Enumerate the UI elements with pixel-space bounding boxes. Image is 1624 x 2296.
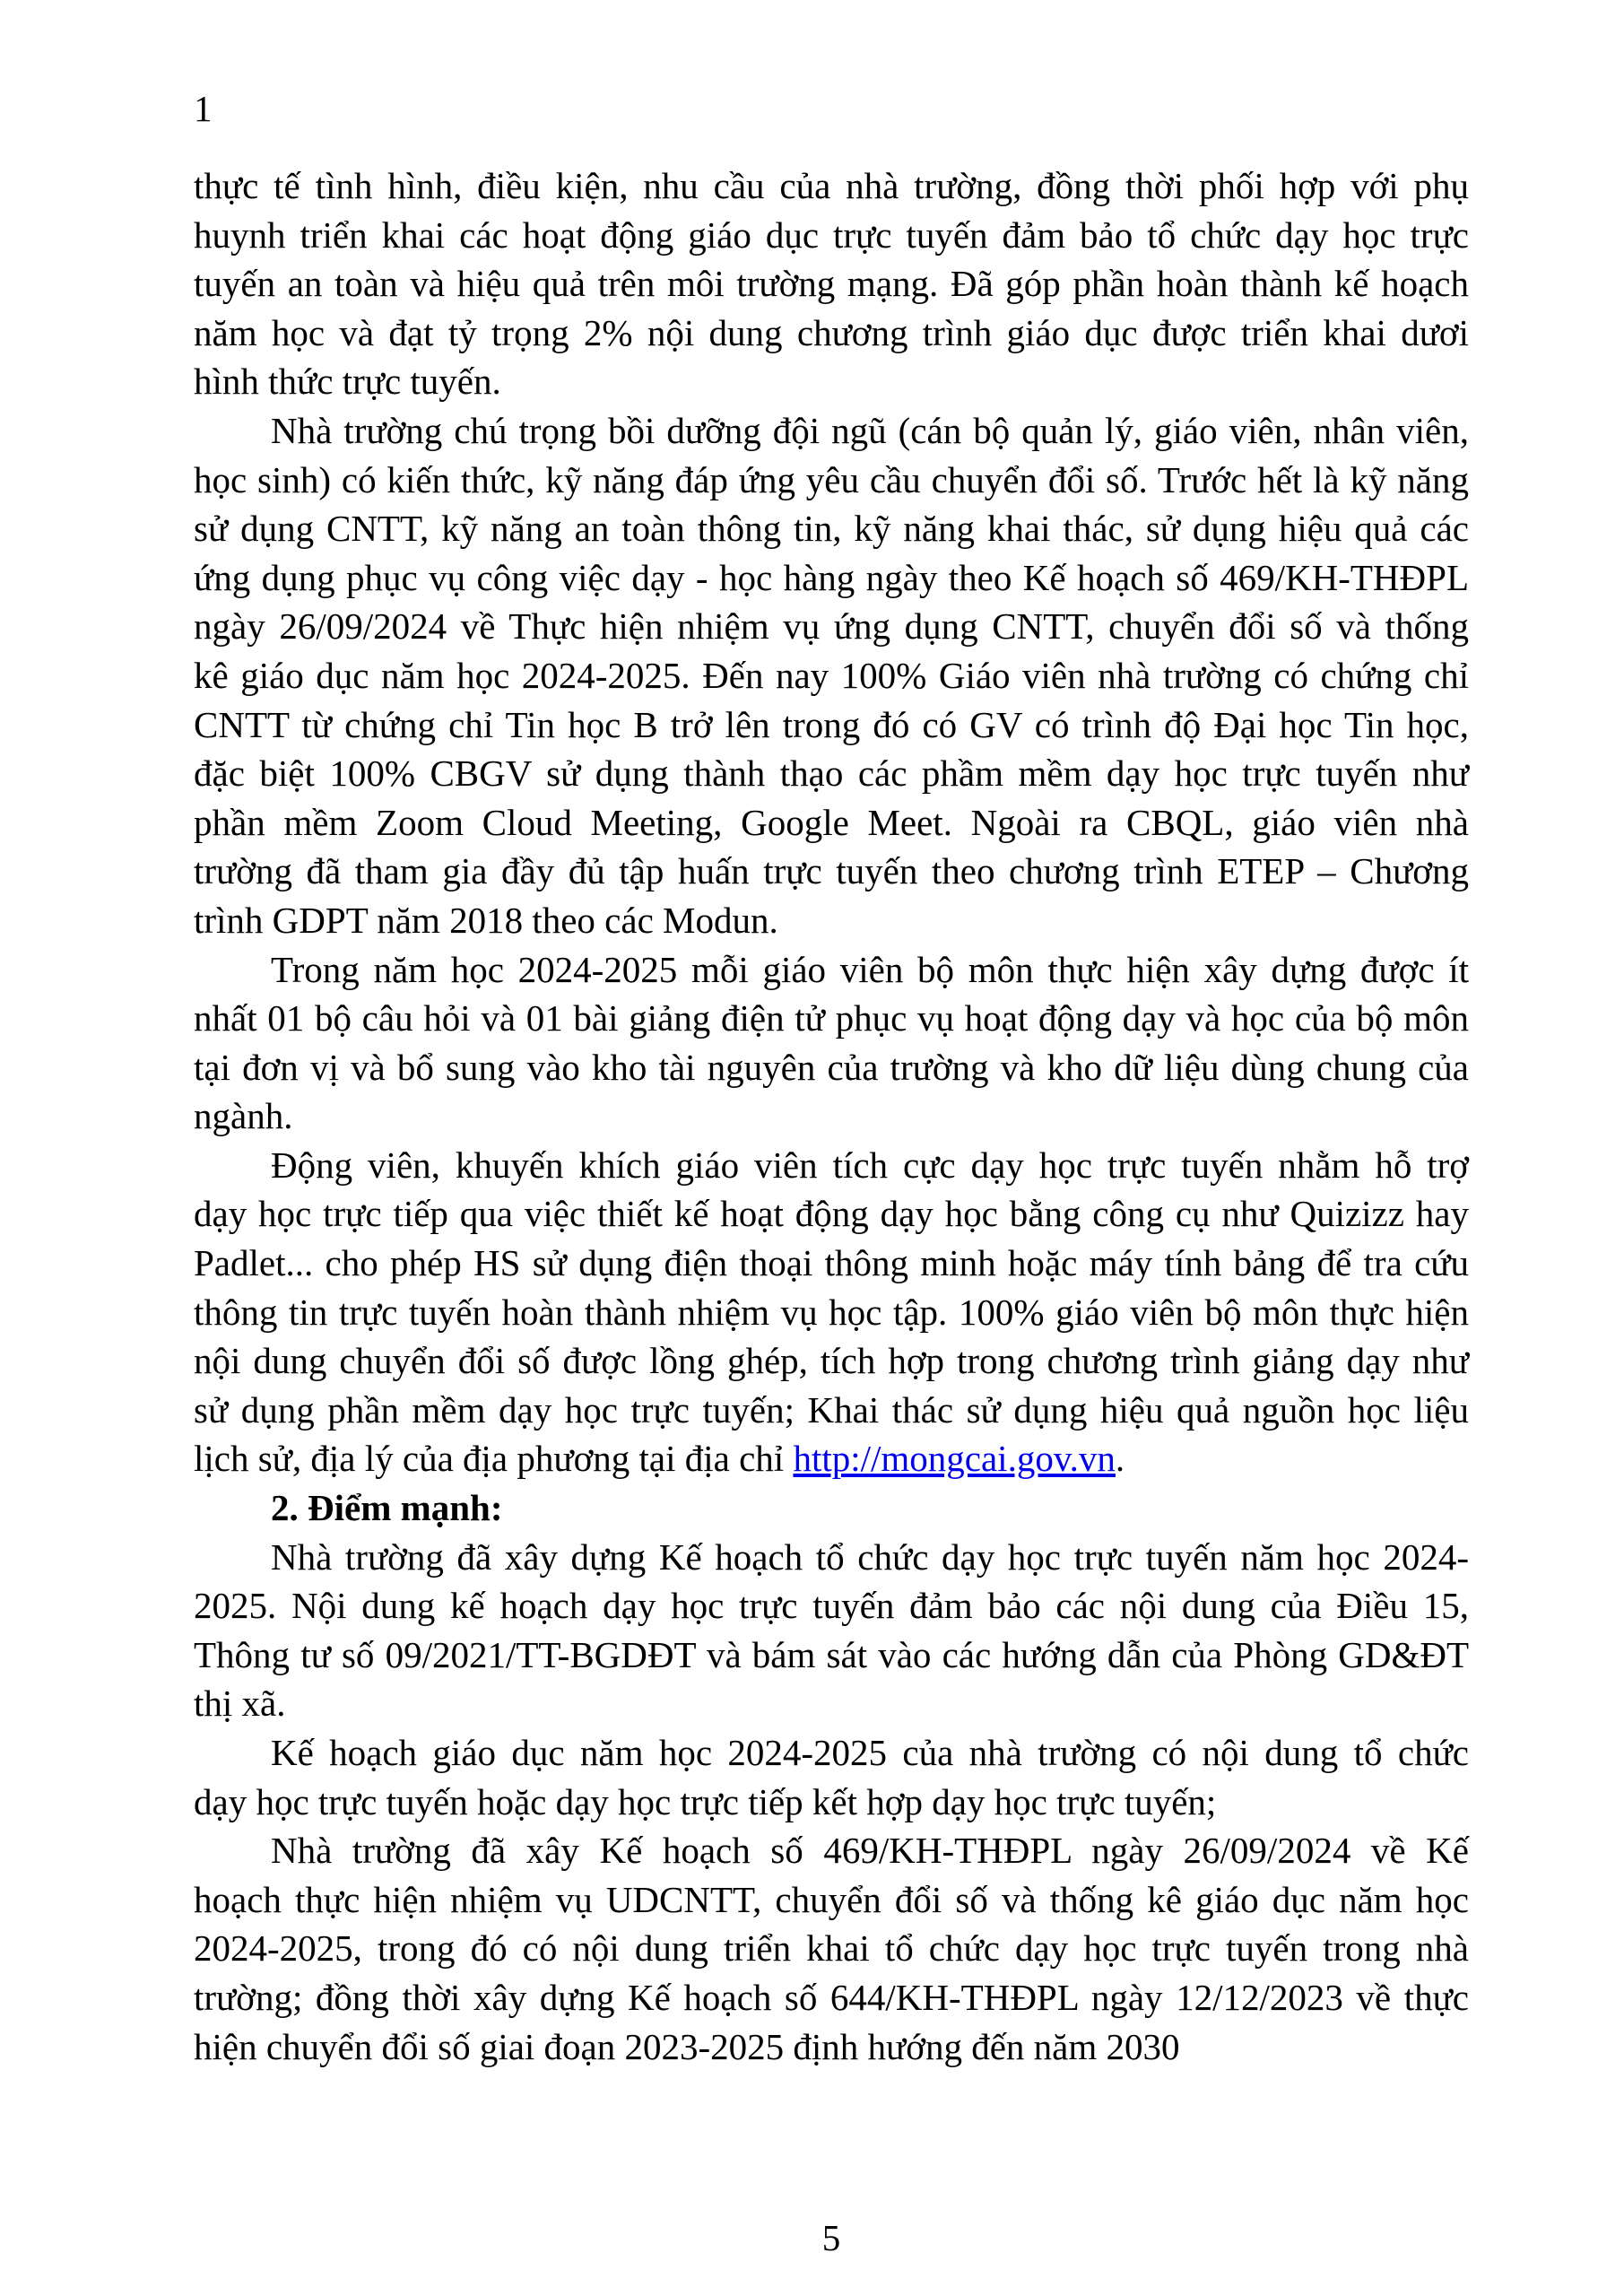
paragraph [194, 1728, 1469, 1826]
text-line: thị xã. [194, 1683, 286, 1725]
text-line: huynh triển khai các hoạt động giáo dục trực tuyến đảm bảo tổ chức dạy học trực [194, 213, 1469, 256]
paragraph [194, 161, 1469, 406]
text-line: sử dụng CNTT, kỹ năng an toàn thông tin, kỹ năng khai thác, sử dụng hiệu quả các [194, 508, 1469, 550]
text-line: Nhà trường đã xây Kế hoạch số 469/KH-THĐPL ngày 26/09/2024 về Kế [271, 1830, 1469, 1872]
text-line: 2025. Nội dung kế hoạch dạy học trực tuyến đảm bảo các nội dung của Điều 15, [194, 1585, 1469, 1627]
text-line: thông tin trực tuyến hoàn thành nhiệm vụ học tập. 100% giáo viên bộ môn thực hiện [194, 1291, 1469, 1333]
text-line: hiện chuyển đổi số giai đoạn 2023-2025 định hướng đến năm 2030 [194, 2025, 1180, 2067]
text-line: tại đơn vị và bổ sung vào kho tài nguyên của trường và kho dữ liệu dùng chung của [194, 1046, 1469, 1088]
text-line: tuyến an toàn và hiệu quả trên môi trường mạng. Đã góp phần hoàn thành kế hoạch [194, 263, 1469, 305]
text-line: ngày 26/09/2024 về Thực hiện nhiệm vụ ứng dụng CNTT, chuyển đổi số và thống [194, 605, 1469, 648]
mongcai-link[interactable]: http://mongcai.gov.vn [793, 1438, 1116, 1480]
text-line: ngành. [194, 1095, 293, 1137]
text-line: phần mềm Zoom Cloud Meeting, Google Meet. Ngoài ra CBQL, giáo viên nhà [194, 801, 1469, 843]
text-line: hình thức trực tuyến. [194, 361, 501, 403]
text-segment: lịch sử, địa lý của địa phương tại địa chỉ [194, 1438, 794, 1480]
text-line: kê giáo dục năm học 2024-2025. Đến nay 100% Giáo viên nhà trường có chứng chỉ [194, 654, 1469, 696]
text-line: 2. Điểm mạnh: [271, 1487, 503, 1529]
paragraph [194, 1533, 1469, 1728]
text-segment: . [1115, 1438, 1125, 1480]
text-line [194, 1434, 1469, 1483]
text-line: Động viên, khuyến khích giáo viên tích cực dạy học trực tuyến nhằm hỗ trợ [271, 1144, 1469, 1186]
text-line: đặc biệt 100% CBGV sử dụng thành thạo các phầm mềm dạy học trực tuyến như [194, 752, 1469, 795]
text-line: năm học và đạt tỷ trọng 2% nội dung chương trình giáo dục được triển khai dươi [194, 311, 1469, 353]
text-line: Trong năm học 2024-2025 mỗi giáo viên bộ môn thực hiện xây dựng được ít [271, 948, 1469, 990]
text-line: trình GDPT năm 2018 theo các Modun. [194, 899, 778, 941]
paragraph [194, 1141, 1469, 1483]
text-line: hoạch thực hiện nhiệm vụ UDCNTT, chuyển đổi số và thống kê giáo dục năm học [194, 1878, 1469, 1920]
text-line: sử dụng phần mềm dạy học trực tuyến; Khai thác sử dụng hiệu quả nguồn học liệu [194, 1388, 1469, 1431]
text-line: Kế hoạch giáo dục năm học 2024-2025 của nhà trường có nội dung tổ chức [271, 1732, 1469, 1773]
text-line: Nhà trường đã xây dựng Kế hoạch tổ chức dạy học trực tuyến năm học 2024- [271, 1535, 1469, 1578]
text-line: học sinh) có kiến thức, kỹ năng đáp ứng yêu cầu chuyển đổi số. Trước hết là kỹ năng [194, 458, 1469, 500]
text-line: Thông tư số 09/2021/TT-BGDĐT và bám sát vào các hướng dẫn của Phòng GD&ĐT [194, 1633, 1469, 1675]
page-header-number: 1 [194, 88, 213, 129]
text-line: Padlet... cho phép HS sử dụng điện thoại thông minh hoặc máy tính bảng để tra cứu [194, 1242, 1469, 1284]
paragraph [194, 406, 1469, 945]
text-line: ứng dụng phục vụ công việc dạy - học hàng ngày theo Kế hoạch số 469/KH-THĐPL [194, 556, 1469, 598]
text-line: trường đã tham gia đầy đủ tập huấn trực tuyến theo chương trình ETEP – Chương [194, 850, 1469, 892]
section-heading [194, 1483, 1469, 1533]
paragraph [194, 945, 1469, 1141]
paragraph [194, 1826, 1469, 2071]
text-line: 2024-2025, trong đó có nội dung triển khai tổ chức dạy học trực tuyến trong nhà [194, 1927, 1469, 1970]
text-line: Nhà trường chú trọng bồi dưỡng đội ngũ (cán bộ quản lý, giáo viên, nhân viên, [271, 409, 1469, 451]
document-body [194, 161, 1469, 2071]
text-line: nhất 01 bộ câu hỏi và 01 bài giảng điện tử phục vụ hoạt động dạy và học của bộ môn [194, 997, 1469, 1039]
page-footer-number: 5 [821, 2217, 841, 2258]
text-line: CNTT từ chứng chỉ Tin học B trở lên trong đó có GV có trình độ Đại học Tin học, [194, 703, 1469, 745]
text-line: dạy học trực tiếp qua việc thiết kế hoạt động dạy học bằng công cụ như Quizizz hay [194, 1193, 1469, 1235]
text-line: trường; đồng thời xây dựng Kế hoạch số 644/KH-THĐPL ngày 12/12/2023 về thực [194, 1976, 1469, 2018]
text-line: dạy học trực tuyến hoặc dạy học trực tiếp kết hợp dạy học trực tuyến; [194, 1780, 1217, 1822]
text-line: nội dung chuyển đổi số được lồng ghép, tích hợp trong chương trình giảng dạy như [194, 1340, 1469, 1382]
text-line: thực tế tình hình, điều kiện, nhu cầu của nhà trường, đồng thời phối hợp với phụ [194, 165, 1469, 206]
